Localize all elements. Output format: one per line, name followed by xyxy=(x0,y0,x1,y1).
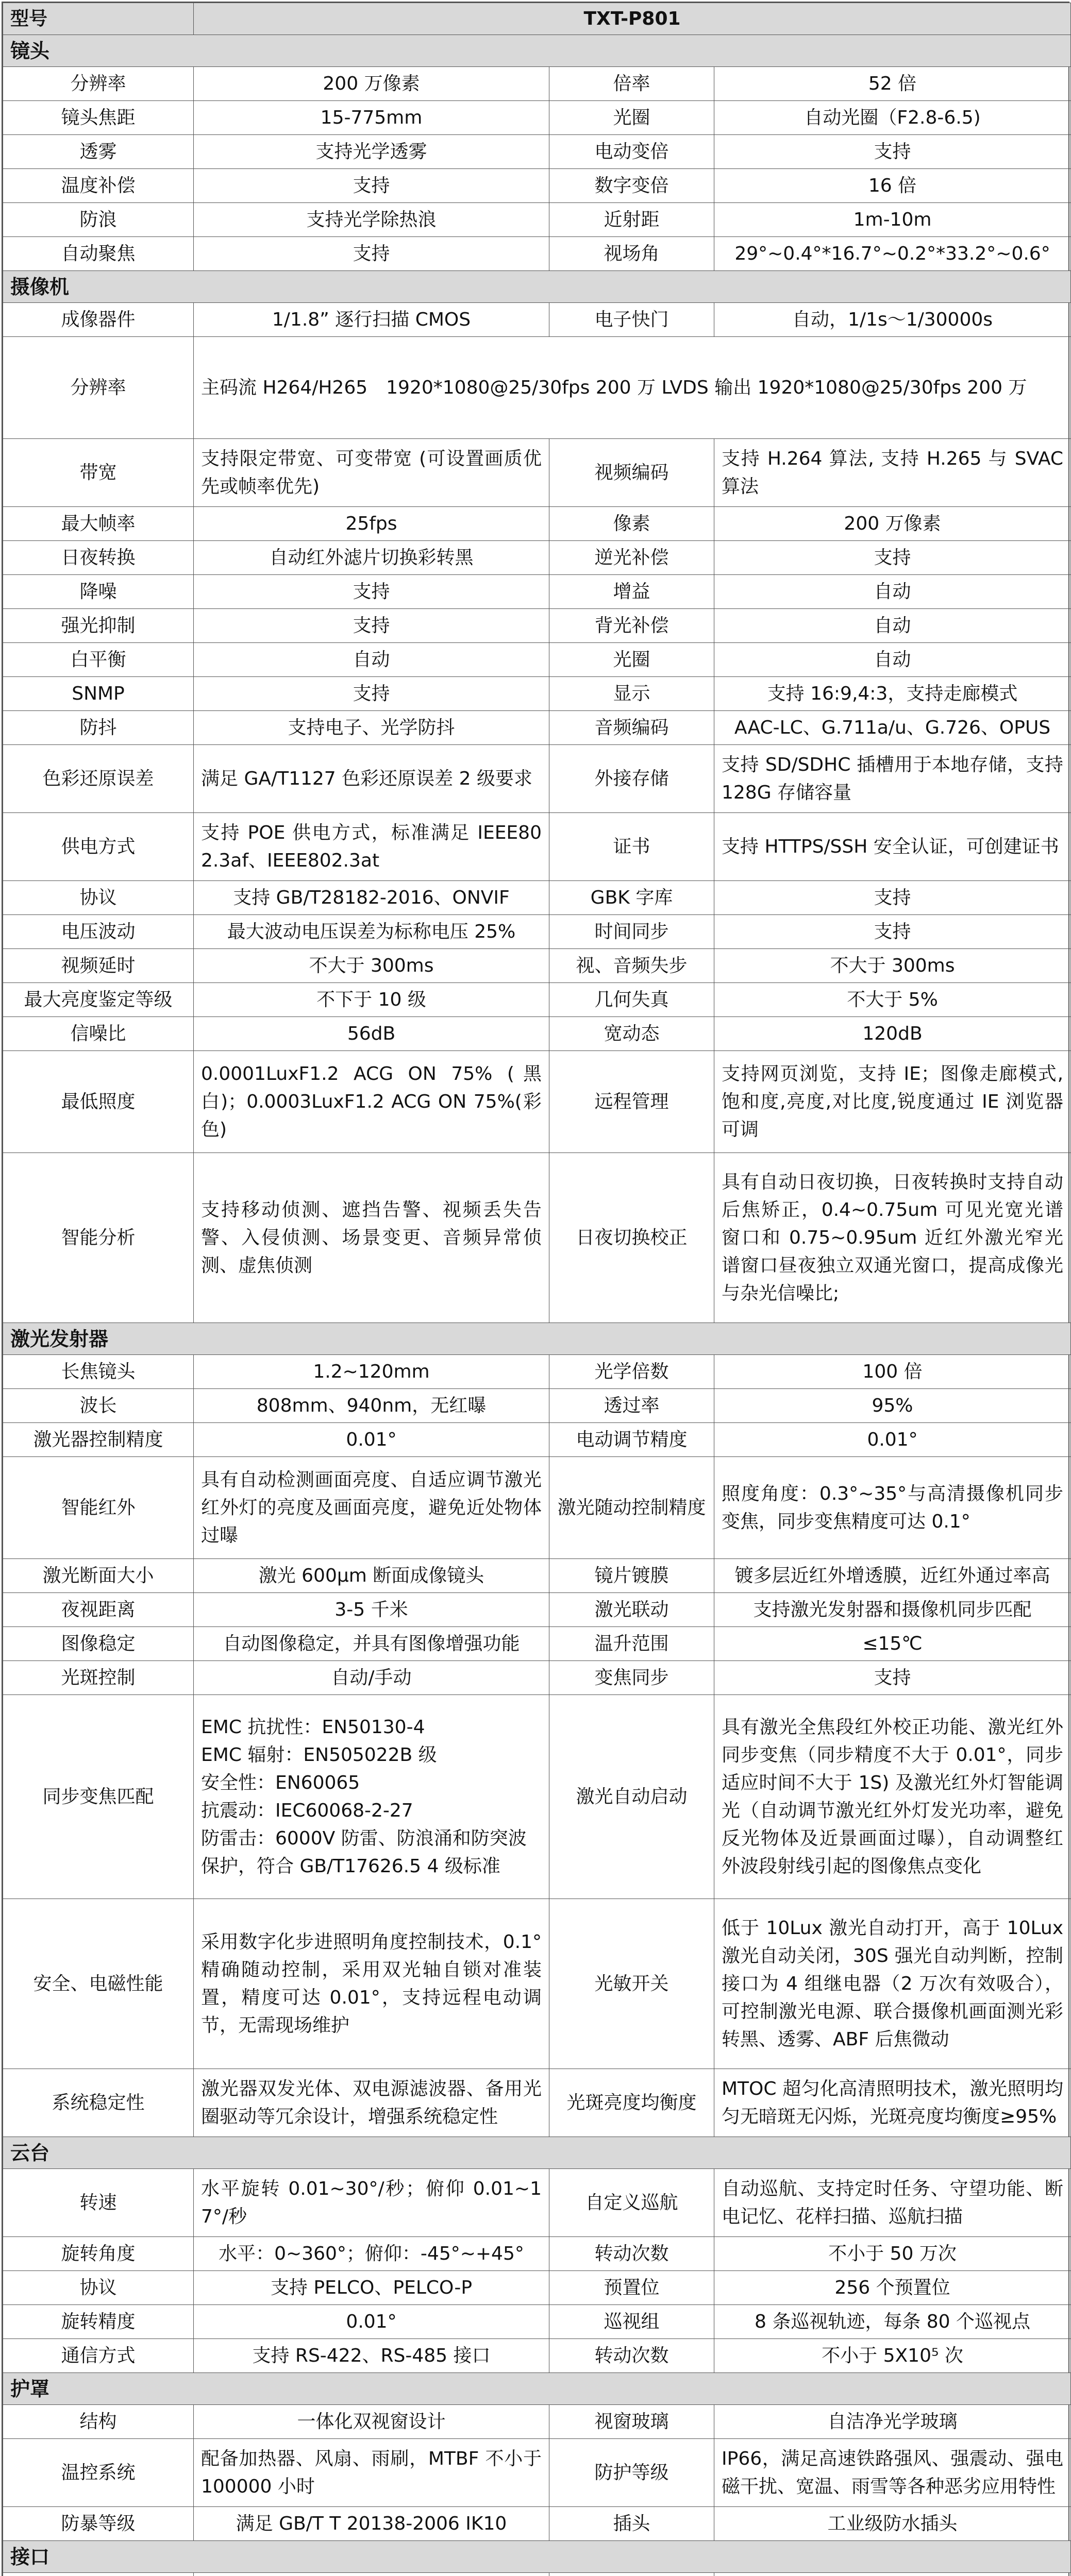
spec-label: 降噪 xyxy=(3,575,194,609)
spec-value: 1m-10m xyxy=(714,203,1071,237)
section-title: 云台 xyxy=(3,2137,1071,2169)
spec-value: 支持 RS-422、RS-485 接口 xyxy=(194,2339,549,2373)
spec-value: 最大波动电压误差为标称电压 25% xyxy=(194,915,549,949)
spec-label: 插头 xyxy=(549,2507,714,2541)
spec-row xyxy=(3,1627,1071,1661)
spec-label: 防护等级 xyxy=(549,2439,714,2507)
spec-value xyxy=(714,2573,1071,2576)
model-header-row xyxy=(3,3,1071,35)
spec-label: 最低照度 xyxy=(3,1051,194,1153)
section-header-row xyxy=(3,2137,1071,2169)
spec-row xyxy=(3,2271,1071,2305)
spec-label: 协议 xyxy=(3,2271,194,2305)
spec-label: 电子快门 xyxy=(549,303,714,337)
spec-label: 通信方式 xyxy=(3,2339,194,2373)
section-title: 镜头 xyxy=(3,35,1071,67)
spec-label: 温控系统 xyxy=(3,2439,194,2507)
spec-value: 支持电子、光学防抖 xyxy=(194,711,549,745)
spec-value: 照度角度：0.3°~35°与高清摄像机同步变焦，同步变焦精度可达 0.1° xyxy=(714,1457,1071,1559)
spec-row xyxy=(3,541,1071,575)
spec-value: 水平旋转 0.01~30°/秒；俯仰 0.01~17°/秒 xyxy=(194,2169,549,2237)
spec-label: 图像稳定 xyxy=(3,1627,194,1661)
spec-label: 带宽 xyxy=(3,439,194,507)
spec-row xyxy=(3,745,1071,813)
spec-label: 镜头焦距 xyxy=(3,101,194,135)
spec-row xyxy=(3,2405,1071,2439)
spec-value-line: 安全性：EN60065 xyxy=(201,1772,360,1793)
spec-value: 支持 H.264 算法, 支持 H.265 与 SVAC 算法 xyxy=(714,439,1071,507)
spec-value: 支持 xyxy=(194,609,549,643)
spec-value: 支持移动侦测、遮挡告警、视频丢失告警、入侵侦测、场景变更、音频异常侦测、虚焦侦测 xyxy=(194,1153,549,1323)
section-title: 摄像机 xyxy=(3,271,1071,303)
spec-label: 像素 xyxy=(549,507,714,541)
spec-label: 光敏开关 xyxy=(549,1899,714,2069)
spec-label: 温度补偿 xyxy=(3,169,194,203)
model-value: TXT-P801 xyxy=(194,3,1071,35)
spec-value: 具有自动检测画面亮度、自适应调节激光红外灯的亮度及画面亮度，避免近处物体过曝 xyxy=(194,1457,549,1559)
spec-value: 支持 xyxy=(714,541,1071,575)
spec-label: 音频编码 xyxy=(549,711,714,745)
spec-value: 支持 SD/SDHC 插槽用于本地存储，支持 128G 存储容量 xyxy=(714,745,1071,813)
spec-label: 色彩还原误差 xyxy=(3,745,194,813)
spec-row xyxy=(3,2305,1071,2339)
spec-value: 支持 HTTPS/SSH 安全认证，可创建证书 xyxy=(714,813,1071,881)
spec-label: 激光随动控制精度 xyxy=(549,1457,714,1559)
spec-label: 同步变焦匹配 xyxy=(3,1695,194,1899)
spec-value: 配备加热器、风扇、雨刷，MTBF 不小于 100000 小时 xyxy=(194,2439,549,2507)
spec-label: 协议 xyxy=(3,881,194,915)
spec-label: 供电方式 xyxy=(3,813,194,881)
spec-value: 0.01° xyxy=(194,1423,549,1457)
spec-label: 波长 xyxy=(3,1389,194,1423)
spec-value: 15-775mm xyxy=(194,101,549,135)
spec-value: 支持 PELCO、PELCO-P xyxy=(194,2271,549,2305)
spec-label: 电压波动 xyxy=(3,915,194,949)
spec-row xyxy=(3,1559,1071,1593)
spec-value: 主码流 H264/H265 1920*1080@25/30fps 200 万 LVDS 输出 1920*1080@25/30fps 200 万 xyxy=(194,337,1071,439)
spec-label: 数字变倍 xyxy=(549,169,714,203)
spec-value: 激光器双发光体、双电源滤波器、备用光圈驱动等冗余设计，增强系统稳定性 xyxy=(194,2069,549,2137)
spec-value-line: EMC 抗扰性：EN50130-4 xyxy=(201,1716,425,1738)
spec-value: 支持 xyxy=(714,881,1071,915)
spec-row xyxy=(3,303,1071,337)
spec-row xyxy=(3,1457,1071,1559)
spec-row xyxy=(3,1661,1071,1695)
section-title: 护罩 xyxy=(3,2373,1071,2405)
spec-label: 倍率 xyxy=(549,67,714,101)
spec-label: 逆光补偿 xyxy=(549,541,714,575)
spec-value: 支持 xyxy=(194,237,549,271)
spec-label: 预置位 xyxy=(549,2271,714,2305)
spec-row xyxy=(3,1355,1071,1389)
spec-row xyxy=(3,237,1071,271)
spec-label: 近射距 xyxy=(549,203,714,237)
spec-row xyxy=(3,337,1071,439)
spec-value-line: EMC 辐射：EN505022B 级 xyxy=(201,1744,437,1766)
spec-label: 旋转精度 xyxy=(3,2305,194,2339)
spec-row xyxy=(3,135,1071,169)
spec-value-line: 防雷击：6000V 防雷、防浪涌和防突波保护，符合 GB/T17626.5 4 级标准 xyxy=(201,1827,527,1877)
spec-value-line: 抗震动：IEC60068-2-27 xyxy=(201,1800,413,1821)
spec-label: 自动聚焦 xyxy=(3,237,194,271)
section-header-row xyxy=(3,2373,1071,2405)
spec-label: 电动调节精度 xyxy=(549,1423,714,1457)
spec-value: 0.01° xyxy=(714,1423,1071,1457)
spec-value: 不下于 10 级 xyxy=(194,983,549,1017)
spec-value: 采用数字化步进照明角度控制技术，0.1°精确随动控制，采用双光轴自锁对准装置，精度可达 0.01°，支持远程电动调节，无需现场维护 xyxy=(194,1899,549,2069)
section-title: 激光发射器 xyxy=(3,1323,1071,1355)
spec-value: 支持 xyxy=(714,135,1071,169)
spec-label: 防浪 xyxy=(3,203,194,237)
spec-value: 支持光学透雾 xyxy=(194,135,549,169)
spec-value: 0.0001LuxF1.2 ACG ON 75% (黑白)；0.0003LuxF1.2 ACG ON 75%(彩色) xyxy=(194,1051,549,1153)
spec-label: 转动次数 xyxy=(549,2237,714,2271)
model-label: 型号 xyxy=(3,3,194,35)
spec-value: 支持 16:9,4:3，支持走廊模式 xyxy=(714,677,1071,711)
spec-value: 支持 xyxy=(194,169,549,203)
spec-row xyxy=(3,2237,1071,2271)
spec-row xyxy=(3,1593,1071,1627)
spec-row xyxy=(3,1017,1071,1051)
section-header-row xyxy=(3,35,1071,67)
spec-label: 防抖 xyxy=(3,711,194,745)
spec-value: 52 倍 xyxy=(714,67,1071,101)
spec-label: 增益 xyxy=(549,575,714,609)
spec-value xyxy=(194,1695,549,1899)
spec-label: 电动变倍 xyxy=(549,135,714,169)
spec-value: 256 个预置位 xyxy=(714,2271,1071,2305)
spec-label: 信噪比 xyxy=(3,1017,194,1051)
spec-label: 透雾 xyxy=(3,135,194,169)
spec-value: 25fps xyxy=(194,507,549,541)
spec-row xyxy=(3,949,1071,983)
spec-row xyxy=(3,1153,1071,1323)
spec-value: 具有激光全焦段红外校正功能、激光红外同步变焦（同步精度不大于 0.01°，同步适应时间不大于 1S) 及激光红外灯智能调光（自动调节激光红外灯发光功率，避免反光物体及近景画面过曝），自动调整红外波段射线引起的图像焦点变化 xyxy=(714,1695,1071,1899)
spec-row xyxy=(3,915,1071,949)
spec-label xyxy=(3,2573,194,2576)
spec-value: 自动，1/1s～1/30000s xyxy=(714,303,1071,337)
spec-label: 日夜切换校正 xyxy=(549,1153,714,1323)
spec-row xyxy=(3,881,1071,915)
spec-value: 不大于 300ms xyxy=(194,949,549,983)
spec-value: 自动 xyxy=(714,575,1071,609)
spec-value: IP66，满足高速铁路强风、强震动、强电磁干扰、宽温、雨雪等各种恶劣应用特性 xyxy=(714,2439,1071,2507)
spec-label: 日夜转换 xyxy=(3,541,194,575)
spec-value: 不大于 5% xyxy=(714,983,1071,1017)
spec-label: 时间同步 xyxy=(549,915,714,949)
spec-row xyxy=(3,439,1071,507)
spec-label: 防暴等级 xyxy=(3,2507,194,2541)
spec-value: 具有自动日夜切换，日夜转换时支持自动后焦矫正，0.4~0.75um 可见光宽光谱窗口和 0.75~0.95um 近红外激光窄光谱窗口昼夜独立双通光窗口，提高成像光与杂光信噪比; xyxy=(714,1153,1071,1323)
spec-value: 激光 600μm 断面成像镜头 xyxy=(194,1559,549,1593)
spec-label: 安全、电磁性能 xyxy=(3,1899,194,2069)
spec-row xyxy=(3,677,1071,711)
spec-value: 16 倍 xyxy=(714,169,1071,203)
spec-label: 视频编码 xyxy=(549,439,714,507)
spec-label: 显示 xyxy=(549,677,714,711)
spec-value: 100 倍 xyxy=(714,1355,1071,1389)
spec-label: 最大亮度鉴定等级 xyxy=(3,983,194,1017)
spec-label: GBK 字库 xyxy=(549,881,714,915)
spec-value: 120dB xyxy=(714,1017,1071,1051)
spec-value: 1.2~120mm xyxy=(194,1355,549,1389)
spec-value: 自动 xyxy=(714,609,1071,643)
spec-row xyxy=(3,1423,1071,1457)
spec-value: AAC-LC、G.711a/u、G.726、OPUS xyxy=(714,711,1071,745)
spec-value xyxy=(194,2573,549,2576)
spec-label: 远程管理 xyxy=(549,1051,714,1153)
spec-value: 工业级防水插头 xyxy=(714,2507,1071,2541)
section-header-row xyxy=(3,271,1071,303)
spec-row xyxy=(3,983,1071,1017)
spec-value: 自动红外滤片切换彩转黑 xyxy=(194,541,549,575)
spec-row xyxy=(3,1389,1071,1423)
spec-value: 8 条巡视轨迹，每条 80 个巡视点 xyxy=(714,2305,1071,2339)
spec-label: 自定义巡航 xyxy=(549,2169,714,2237)
spec-value: 自动图像稳定，并具有图像增强功能 xyxy=(194,1627,549,1661)
spec-row xyxy=(3,1899,1071,2069)
spec-row xyxy=(3,101,1071,135)
spec-label: 几何失真 xyxy=(549,983,714,1017)
spec-label: 变焦同步 xyxy=(549,1661,714,1695)
spec-sheet xyxy=(2,2,1069,2576)
spec-label: 激光联动 xyxy=(549,1593,714,1627)
spec-label: 背光补偿 xyxy=(549,609,714,643)
spec-value: 支持 xyxy=(194,575,549,609)
spec-row xyxy=(3,2573,1071,2576)
spec-value: 自动光圈（F2.8-6.5) xyxy=(714,101,1071,135)
spec-row xyxy=(3,169,1071,203)
spec-label: 最大帧率 xyxy=(3,507,194,541)
spec-label xyxy=(549,2573,714,2576)
spec-label: 光圈 xyxy=(549,101,714,135)
spec-value: 自动/手动 xyxy=(194,1661,549,1695)
spec-value: 200 万像素 xyxy=(194,67,549,101)
spec-label: 长焦镜头 xyxy=(3,1355,194,1389)
spec-value: 不小于 50 万次 xyxy=(714,2237,1071,2271)
spec-value: 3-5 千米 xyxy=(194,1593,549,1627)
spec-value: 95% xyxy=(714,1389,1071,1423)
spec-row xyxy=(3,2439,1071,2507)
spec-label: 结构 xyxy=(3,2405,194,2439)
spec-label: 宽动态 xyxy=(549,1017,714,1051)
spec-row xyxy=(3,2069,1071,2137)
spec-value: 水平：0~360°；俯仰：-45°~+45° xyxy=(194,2237,549,2271)
spec-value: 0.01° xyxy=(194,2305,549,2339)
spec-value: 29°~0.4°*16.7°~0.2°*33.2°~0.6° xyxy=(714,237,1071,271)
spec-label: 外接存储 xyxy=(549,745,714,813)
spec-value: ≤15℃ xyxy=(714,1627,1071,1661)
spec-label: 转动次数 xyxy=(549,2339,714,2373)
spec-row xyxy=(3,813,1071,881)
spec-value: 镀多层近红外增透膜，近红外通过率高 xyxy=(714,1559,1071,1593)
spec-value: 支持限定带宽、可变带宽 (可设置画质优先或帧率优先) xyxy=(194,439,549,507)
spec-row xyxy=(3,711,1071,745)
section-title: 接口 xyxy=(3,2541,1071,2573)
spec-label: 成像器件 xyxy=(3,303,194,337)
spec-label: 分辨率 xyxy=(3,337,194,439)
spec-label: 光学倍数 xyxy=(549,1355,714,1389)
spec-label: 视场角 xyxy=(549,237,714,271)
spec-label: 分辨率 xyxy=(3,67,194,101)
spec-label: 强光抑制 xyxy=(3,609,194,643)
spec-label: 巡视组 xyxy=(549,2305,714,2339)
spec-row xyxy=(3,203,1071,237)
spec-row xyxy=(3,67,1071,101)
spec-value: 满足 GB/T T 20138-2006 IK10 xyxy=(194,2507,549,2541)
spec-value: 不大于 300ms xyxy=(714,949,1071,983)
spec-value: 自动 xyxy=(714,643,1071,677)
spec-value: 自动 xyxy=(194,643,549,677)
spec-label: 视窗玻璃 xyxy=(549,2405,714,2439)
spec-row xyxy=(3,507,1071,541)
spec-row xyxy=(3,1695,1071,1899)
spec-value: 低于 10Lux 激光自动打开，高于 10Lux 激光自动关闭，30S 强光自动判断，控制接口为 4 组继电器（2 万次有效吸合），可控制激光电源、联合摄像机画面测光彩转黑、透雾、ABF 后焦微动 xyxy=(714,1899,1071,2069)
spec-value: 支持 POE 供电方式，标准满足 IEEE802.3af、IEEE802.3at xyxy=(194,813,549,881)
spec-value: 支持 xyxy=(194,677,549,711)
spec-value: 支持 xyxy=(714,915,1071,949)
spec-row xyxy=(3,643,1071,677)
spec-label: 光斑控制 xyxy=(3,1661,194,1695)
spec-label: 温升范围 xyxy=(549,1627,714,1661)
spec-value: MTOC 超匀化高清照明技术，激光照明均匀无暗斑无闪烁，光斑亮度均衡度≥95% xyxy=(714,2069,1071,2137)
spec-value: 支持光学除热浪 xyxy=(194,203,549,237)
spec-value: 1/1.8” 逐行扫描 CMOS xyxy=(194,303,549,337)
spec-value: 支持 xyxy=(714,1661,1071,1695)
spec-value: 满足 GA/T1127 色彩还原误差 2 级要求 xyxy=(194,745,549,813)
spec-label: 视频延时 xyxy=(3,949,194,983)
spec-row xyxy=(3,2169,1071,2237)
spec-label: 透过率 xyxy=(549,1389,714,1423)
spec-label: 光斑亮度均衡度 xyxy=(549,2069,714,2137)
spec-label: 视、音频失步 xyxy=(549,949,714,983)
spec-value: 支持 GB/T28182-2016、ONVIF xyxy=(194,881,549,915)
spec-label: 旋转角度 xyxy=(3,2237,194,2271)
spec-value: 自动巡航、支持定时任务、守望功能、断电记忆、花样扫描、巡航扫描 xyxy=(714,2169,1071,2237)
spec-label: 激光器控制精度 xyxy=(3,1423,194,1457)
spec-row xyxy=(3,2339,1071,2373)
spec-label: 镜片镀膜 xyxy=(549,1559,714,1593)
spec-label: 激光自动启动 xyxy=(549,1695,714,1899)
spec-row xyxy=(3,1051,1071,1153)
spec-table xyxy=(3,3,1071,2576)
spec-value: 200 万像素 xyxy=(714,507,1071,541)
spec-label: 智能红外 xyxy=(3,1457,194,1559)
spec-label: 白平衡 xyxy=(3,643,194,677)
spec-label: 转速 xyxy=(3,2169,194,2237)
spec-value: 自洁净光学玻璃 xyxy=(714,2405,1071,2439)
spec-row xyxy=(3,2507,1071,2541)
spec-label: 智能分析 xyxy=(3,1153,194,1323)
spec-value: 一体化双视窗设计 xyxy=(194,2405,549,2439)
spec-label: 系统稳定性 xyxy=(3,2069,194,2137)
spec-value: 支持网页浏览，支持 IE；图像走廊模式,饱和度,亮度,对比度,锐度通过 IE 浏览器可调 xyxy=(714,1051,1071,1153)
spec-value: 支持激光发射器和摄像机同步匹配 xyxy=(714,1593,1071,1627)
spec-label: 激光断面大小 xyxy=(3,1559,194,1593)
spec-value: 56dB xyxy=(194,1017,549,1051)
section-header-row xyxy=(3,1323,1071,1355)
spec-label: 光圈 xyxy=(549,643,714,677)
section-header-row xyxy=(3,2541,1071,2573)
spec-row xyxy=(3,609,1071,643)
spec-value: 808mm、940nm，无红曝 xyxy=(194,1389,549,1423)
spec-row xyxy=(3,575,1071,609)
spec-value: 不小于 5X10⁵ 次 xyxy=(714,2339,1071,2373)
spec-label: 证书 xyxy=(549,813,714,881)
spec-label: 夜视距离 xyxy=(3,1593,194,1627)
spec-label: SNMP xyxy=(3,677,194,711)
